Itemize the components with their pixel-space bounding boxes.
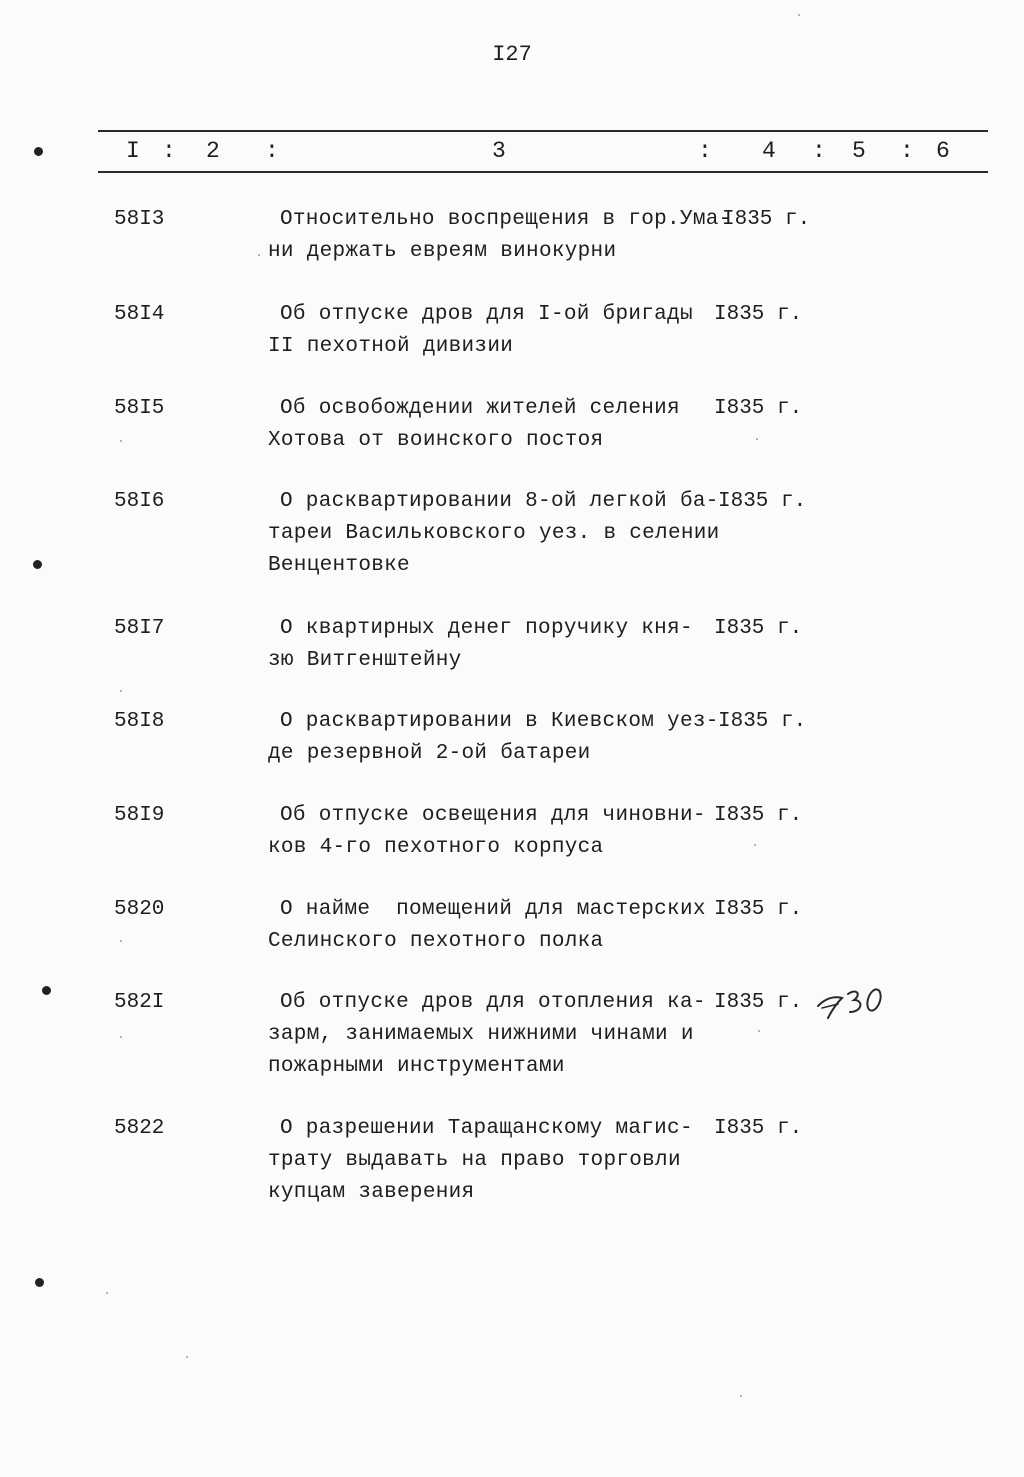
- entry-year: I835 г.: [722, 208, 811, 231]
- entry-description-line: Об освобождении жителей селения: [280, 397, 680, 420]
- entry-year: I835 г.: [718, 710, 807, 733]
- entry-description-line: О расквартировании в Киевском уез-: [280, 710, 719, 733]
- speck: [798, 14, 800, 16]
- entry-year: I835 г.: [714, 804, 803, 827]
- speck: [754, 844, 756, 846]
- page-number: I27: [492, 42, 532, 67]
- header-col-2: 2: [206, 138, 220, 164]
- entry-description-line: зю Витгенштейну: [268, 649, 462, 672]
- speck: [120, 690, 122, 692]
- speck: [740, 1395, 742, 1397]
- entry-description-line: Об отпуске дров для I-ой бригады: [280, 303, 693, 326]
- entry-description-line: Относительно воспрещения в гор.Ума-: [280, 208, 732, 231]
- entry-year: I835 г.: [714, 303, 803, 326]
- speck: [186, 1356, 188, 1358]
- header-col-4: 4: [762, 138, 776, 164]
- entry-number: 58I7: [114, 617, 165, 640]
- entry-number: 58I4: [114, 303, 165, 326]
- entry-description-line: О найме помещений для мастерских: [280, 898, 706, 921]
- entry-number: 582I: [114, 991, 165, 1014]
- entry-number: 58I5: [114, 397, 165, 420]
- entry-description-line: О разрешении Таращанскому магис-: [280, 1117, 693, 1140]
- entry-description-line: Об отпуске дров для отопления ка-: [280, 991, 706, 1014]
- entry-description-line: II пехотной дивизии: [268, 335, 514, 358]
- entry-description-line: купцам заверения: [268, 1181, 475, 1204]
- entry-description-line: де резервной 2-ой батареи: [268, 742, 591, 765]
- entry-description-line: Хотова от воинского постоя: [268, 429, 604, 452]
- entry-number: 58I6: [114, 490, 165, 513]
- punch-hole: [35, 1278, 44, 1287]
- entry-description-line: пожарными инструментами: [268, 1055, 565, 1078]
- entry-description-line: Об отпуске освещения для чиновни-: [280, 804, 706, 827]
- header-separator: :: [265, 138, 279, 164]
- entry-description-line: зарм, занимаемых нижними чинами и: [268, 1023, 694, 1046]
- header-bottom-rule: [98, 171, 988, 173]
- entry-description-line: О расквартировании 8-ой легкой ба-: [280, 490, 719, 513]
- entry-year: I835 г.: [714, 617, 803, 640]
- speck: [120, 1036, 122, 1038]
- entry-description-line: Венцентовке: [268, 554, 410, 577]
- header-col-3: 3: [492, 138, 506, 164]
- punch-hole: [33, 560, 42, 569]
- speck: [106, 1292, 108, 1294]
- speck: [258, 254, 260, 256]
- entry-year: I835 г.: [714, 898, 803, 921]
- header-col-1: I: [126, 138, 140, 164]
- entry-description-line: ков 4-го пехотного корпуса: [268, 836, 604, 859]
- entry-year: I835 г.: [714, 1117, 803, 1140]
- entry-year: I835 г.: [718, 490, 807, 513]
- punch-hole: [42, 986, 51, 995]
- entry-year: I835 г.: [714, 397, 803, 420]
- entry-description-line: ни держать евреям винокурни: [268, 240, 617, 263]
- speck: [120, 940, 122, 942]
- entry-number: 5822: [114, 1117, 165, 1140]
- header-separator: :: [812, 138, 826, 164]
- punch-hole: [34, 147, 43, 156]
- entry-year: I835 г.: [714, 991, 803, 1014]
- header-separator: :: [162, 138, 176, 164]
- entry-description-line: Селинского пехотного полка: [268, 930, 604, 953]
- entry-number: 58I3: [114, 208, 165, 231]
- entry-number: 58I8: [114, 710, 165, 733]
- entry-number: 58I9: [114, 804, 165, 827]
- header-separator: :: [698, 138, 712, 164]
- header-separator: :: [900, 138, 914, 164]
- header-col-6: 6: [936, 138, 950, 164]
- speck: [120, 440, 122, 442]
- header-col-5: 5: [852, 138, 866, 164]
- header-top-rule: [98, 130, 988, 132]
- entry-description-line: О квартирных денег поручику кня-: [280, 617, 693, 640]
- handwritten-note: [812, 982, 892, 1022]
- speck: [758, 1030, 760, 1032]
- entry-description-line: трату выдавать на право торговли: [268, 1149, 681, 1172]
- entry-number: 5820: [114, 898, 165, 921]
- entry-description-line: тареи Васильковского уез. в селении: [268, 522, 720, 545]
- speck: [756, 438, 758, 440]
